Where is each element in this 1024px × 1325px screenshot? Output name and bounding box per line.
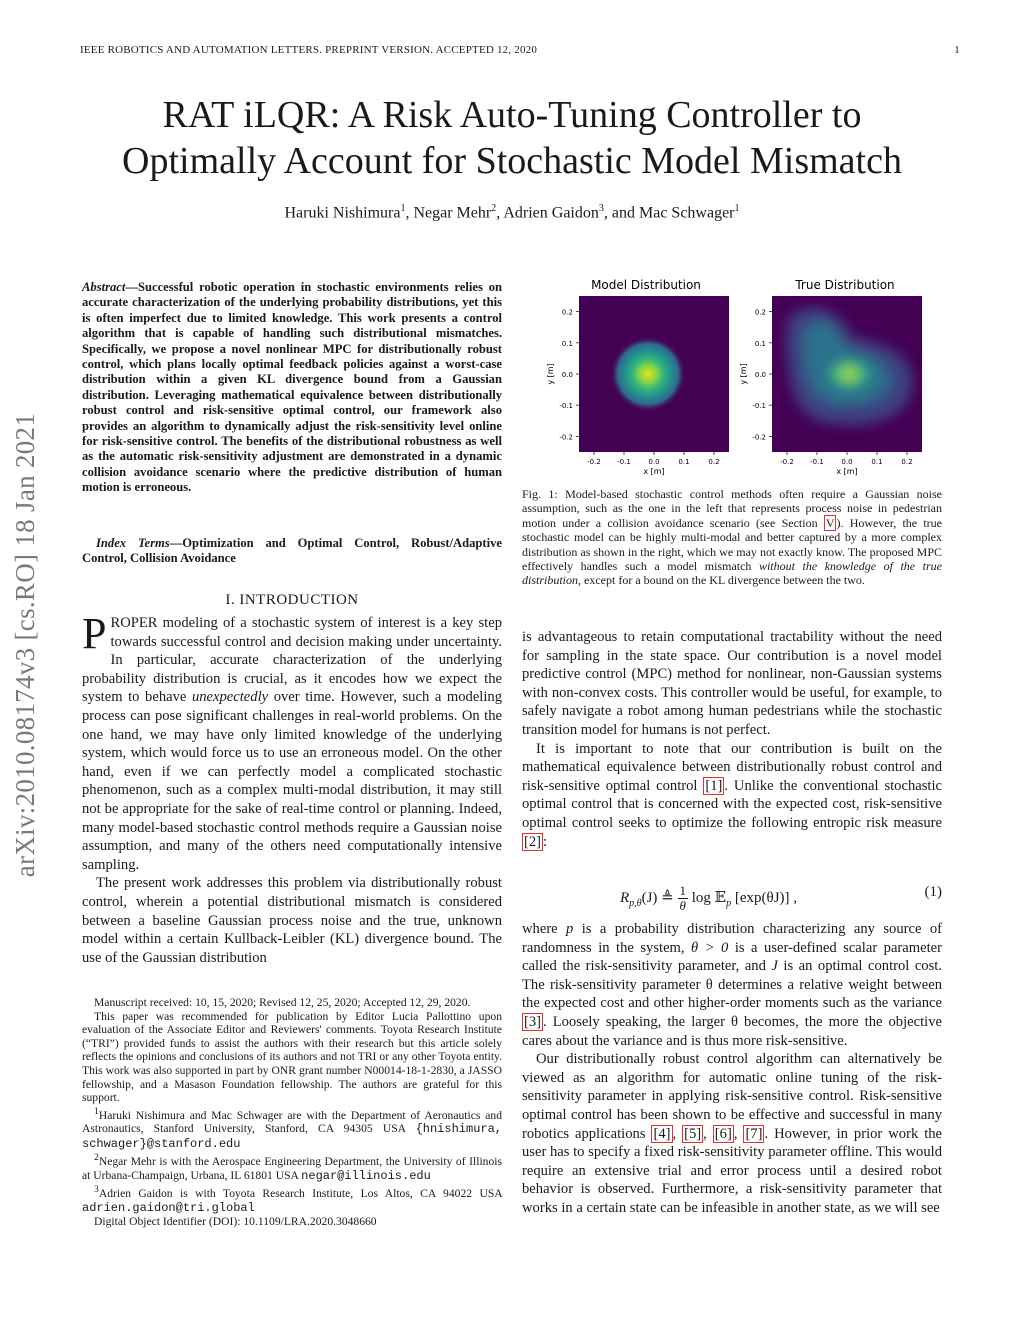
right-x-tick-label: 0.0	[841, 458, 853, 466]
left-x-tick-label: 0.0	[648, 458, 660, 466]
citation-link[interactable]: [3]	[524, 1013, 542, 1030]
left-y-tick-label: -0.2	[559, 433, 573, 442]
equation-expression	[620, 884, 797, 913]
paragraph	[522, 740, 942, 852]
math-symbol: J	[771, 958, 778, 975]
footnote	[82, 1105, 502, 1152]
separator: ,	[733, 1125, 744, 1142]
paragraph	[82, 609, 502, 874]
paragraph	[522, 1050, 942, 1217]
left-x-axis-label: x [m]	[643, 467, 665, 476]
emphasis: unexpectedly	[191, 689, 269, 706]
equation-1	[522, 884, 942, 914]
equation-text: (J) ≜	[641, 889, 678, 906]
left-y-tick-label: 0.2	[561, 308, 573, 317]
title-line-2: Optimally Account for Stochastic Model Mismatch	[122, 140, 902, 182]
paragraph	[522, 920, 942, 1050]
author-name: Adrien Gaidon	[503, 204, 599, 222]
equation-text: [exp(θJ)] ,	[731, 889, 798, 906]
right-y-tick-label: 0.1	[754, 339, 766, 348]
paragraph-text: Our distributionally robust control algorithm can alternatively be viewed as an algorithm for automatic online tuning of the risk-sensitivity parameter in applying risk-sensitive control. Risk-sensitive optimal control has been shown to be effective and successful in many robotics applications	[522, 1051, 942, 1142]
affiliation-mark: 3	[598, 203, 604, 214]
equation-subscript: p	[726, 897, 732, 909]
abstract-label: Abstract	[82, 280, 126, 294]
section-heading-introduction: I. INTRODUCTION	[225, 592, 359, 608]
paragraph-text: . However, in prior work the user has to specify a fixed risk-sensitivity parameter offline. This would require an extensive trial and error process until a desired robot behavior is observed. Furthermore, a risk-sensitivity parameter that works in a certain state can be infeasible in another state, as we will see	[522, 1125, 943, 1216]
running-header	[80, 44, 960, 56]
left-panel-title: Model Distribution	[591, 278, 701, 292]
index-terms-label: Index Terms	[96, 536, 170, 550]
figure-1	[522, 276, 942, 486]
email-link[interactable]: negar@illinois.edu	[301, 1168, 431, 1183]
math-symbol: p	[566, 921, 574, 937]
author-separator: ,	[496, 204, 504, 222]
page-number: 1	[954, 44, 960, 56]
right-x-tick-label: -0.2	[780, 458, 794, 466]
caption-text: Fig. 1: Model-based stochastic control methods often require a Gaussian noise assumption, such as the one in the left that represents process noise in pedestrian motion under a collision avoidance scenario (see Section	[522, 487, 942, 530]
footnotes	[82, 996, 502, 1229]
equation-subscript: p,θ	[629, 897, 642, 909]
left-x-tick-label: -0.2	[587, 458, 601, 466]
footnote: Manuscript received: 10, 15, 2020; Revised 12, 25, 2020; Accepted 12, 29, 2020.	[94, 996, 471, 1009]
footnote-text: Adrien Gaidon is with Toyota Research Institute, Los Altos, CA 94022 USA	[98, 1187, 502, 1201]
abstract-text: —Successful robotic operation in stochastic environments relies on accurate characterization of the underlying probability distributions, yet this is often imperfect due to limited knowledge. This work presents a control algorithm that is capable of handling such distributional mismatches. Specifically, we propose a novel nonlinear MPC for distributionally robust control, which plans locally optimal feedback policies against a worst-case distribution within a given KL divergence bound from a Gaussian distribution. Leveraging mathematical equivalence between distributionally robust control and risk-sensitive optimal control, our framework also provides an algorithm to dynamically adjust the risk-sensitivity level online for risk-sensitive control. The benefits of the distributional robustness as well as the automatic risk-sensitivity adjustment are demonstrated in a dynamic collision avoidance scenario where the predictive distribution of human motion is erroneous.	[82, 280, 502, 495]
left-y-tick-label: 0.1	[561, 339, 573, 348]
emphasis: without the knowledge of the true distribution	[522, 559, 942, 588]
left-x-tick-label: -0.1	[617, 458, 631, 466]
paragraph-text: over time. However, such a modeling process can pose significant challenges in real-world problems. On the one hand, we may have only limited knowledge of the underlying system, which would force us to use an erroneous model. On the other hand, even if we can perfectly model a complicated stochastic phenomenon, such as a complex multi-modal distribution, it may still not be appropriate for the sake of real-time control or planning. Indeed, many model-based stochastic control methods require a Gaussian noise assumption, and many of the others need computationally intensive sampling.	[82, 689, 502, 873]
fraction-numerator: 1	[679, 883, 686, 898]
equation-text: log 𝔼	[688, 889, 727, 906]
footnote-mark: 1	[94, 1105, 99, 1117]
right-y-tick-label: -0.2	[752, 433, 766, 442]
author-separator: , and	[603, 204, 639, 222]
paper-title	[60, 92, 964, 184]
left-y-tick-label: -0.1	[559, 402, 573, 411]
footnote-mark: 2	[94, 1152, 99, 1164]
title-line-1: RAT iLQR: A Risk Auto-Tuning Controller to	[162, 94, 862, 136]
left-x-tick-label: 0.1	[678, 458, 690, 466]
author-name: Haruki Nishimura	[284, 204, 401, 222]
separator: ,	[703, 1125, 713, 1142]
citation-link[interactable]: [7]	[745, 1125, 763, 1142]
left-y-tick-label: 0.0	[561, 371, 573, 379]
paragraph-text: :	[543, 833, 548, 850]
affiliation-mark: 1	[400, 203, 406, 214]
fraction-denominator: θ	[679, 898, 686, 913]
paragraph-text: is a probability distribution characterizing any source of randomness in the system,	[522, 921, 942, 956]
right-x-tick-label: 0.1	[871, 458, 883, 466]
separator: ,	[672, 1125, 683, 1142]
email-link[interactable]: adrien.gaidon@tri.global	[82, 1200, 255, 1215]
left-x-tick-label: 0.2	[708, 458, 720, 466]
equation-symbol: R	[620, 889, 630, 906]
email-link[interactable]: {hnishimura, schwager}@stanford.edu	[82, 1122, 502, 1151]
footnote-mark: 3	[94, 1184, 99, 1196]
left-y-axis-label: y [m]	[546, 363, 555, 385]
paragraph: is advantageous to retain computational tractability without the need for sampling in the state space. Our contribution is a novel model predictive control (MPC) method for nonlinear, non-Gaussian systems with non-convex costs. This controller would be useful, for example, to safely navigate a robot among human pedestrians while the stochastic transition model for humans is not perfect.	[522, 629, 942, 738]
right-y-axis-label: y [m]	[739, 363, 748, 385]
footnote: This paper was recommended for publication by Editor Lucia Pallottino upon evaluation of the Associate Editor and Reviewers' comments. Toyota Research Institute (“TRI”) provided funds to assist the authors with their research but this article solely reflects the opinions and conclusions of its authors and not TRI or any other Toyota entity. This work was also supported in part by ONR grant number N00014-18-1-2830, a JASSO fellowship, and a Masason Foundation fellowship. The authors are grateful for this support.	[82, 1009, 502, 1105]
paragraph-text: ROPER modeling of a stochastic system of interest is a key step towards successful control and decision making under uncertainty. In particular, accurate characterization of the underlying probability distribution is crucial, as it encodes how we expect the system to behave	[82, 615, 502, 706]
caption-text: , except for a bound on the KL divergence between the two.	[578, 573, 865, 588]
footnote-text: Haruki Nishimura and Mac Schwager are with the Department of Aeronautics and Astronautics, Stanford University, Stanford, CA 94305 USA	[82, 1108, 502, 1136]
paragraph: The present work addresses this problem via distributionally robust control, wherein a potential distributional mismatch is considered between a baseline Gaussian process noise and the true, unknown model within a certain Kullback-Leibler (KL) divergence bound. The use of the Gaussian distribution	[82, 875, 502, 966]
equation-number: (1)	[924, 884, 942, 900]
right-column-body-2	[522, 920, 942, 1218]
distribution-plots	[522, 276, 942, 486]
right-x-tick-label: -0.1	[810, 458, 824, 466]
paragraph-text: is a user-defined scalar parameter called the risk-sensitivity parameter, and	[522, 939, 942, 975]
citation-link[interactable]: [1]	[705, 777, 723, 794]
paragraph-text: where	[522, 921, 567, 937]
citation-link[interactable]: [4]	[653, 1125, 671, 1142]
citation-link[interactable]: [6]	[714, 1125, 732, 1142]
index-terms	[82, 536, 502, 567]
citation-link[interactable]: [2]	[524, 833, 542, 850]
gaussian-density	[610, 336, 686, 412]
right-y-tick-label: 0.2	[754, 308, 766, 317]
introduction-body	[82, 609, 502, 967]
author-name: Negar Mehr	[413, 204, 492, 222]
affiliation-mark: 1	[734, 203, 740, 214]
right-y-tick-label: 0.0	[754, 371, 766, 379]
footnote	[82, 1151, 502, 1183]
figure-caption	[522, 487, 942, 588]
author-separator: ,	[405, 204, 414, 222]
section-link[interactable]: V	[825, 515, 835, 530]
math-symbol: θ > 0	[691, 939, 729, 956]
abstract	[82, 280, 502, 496]
right-y-tick-label: -0.1	[752, 402, 766, 411]
paragraph-text: . Loosely speaking, the larger θ becomes, the more the objective cares about the variance and is thus more risk-sensitive.	[522, 1013, 942, 1049]
caption-text: ). However, the true stochastic model can be highly multi-modal and better captured by a more complex distribution as shown in the right, which we may not exactly know. The proposed MPC effectively handles such a model mismatch	[522, 515, 943, 574]
index-terms-text: —Optimization and Optimal Control, Robust/Adaptive Control, Collision Avoidance	[82, 536, 502, 566]
footnote-text: Negar Mehr is with the Aerospace Engineering Department, the University of Illinois at Urbana-Champaign, Urbana, IL 61801 USA	[82, 1155, 502, 1182]
drop-cap: P	[82, 609, 107, 658]
paragraph-text: is an optimal control cost. The risk-sensitivity parameter θ determines a relative weight between the expected cost and other higher-order moments such as the variance	[522, 958, 942, 1012]
affiliation-mark: 2	[491, 203, 497, 214]
right-column-body	[522, 628, 942, 851]
footnote	[82, 1183, 502, 1215]
paragraph-text: . Unlike the conventional stochastic optimal control that is concerned with the expected cost, risk-sensitive optimal control seeks to optimize the following entropic risk measure	[522, 777, 942, 831]
author-name: Mac Schwager	[638, 204, 735, 222]
right-x-axis-label: x [m]	[836, 467, 858, 476]
right-x-tick-label: 0.2	[901, 458, 913, 466]
author-list	[60, 203, 964, 222]
arxiv-stamp: arXiv:2010.08174v3 [cs.RO] 18 Jan 2021	[10, 412, 40, 878]
paragraph-text: It is important to note that our contribution is built on the mathematical equivalence between distributionally robust control and risk-sensitive optimal control	[522, 740, 942, 794]
citation-link[interactable]: [5]	[684, 1125, 702, 1142]
footnote: Digital Object Identifier (DOI): 10.1109/LRA.2020.3048660	[94, 1215, 377, 1229]
journal-header: IEEE ROBOTICS AND AUTOMATION LETTERS. PREPRINT VERSION. ACCEPTED 12, 2020	[80, 44, 538, 56]
right-panel-title: True Distribution	[795, 278, 895, 292]
